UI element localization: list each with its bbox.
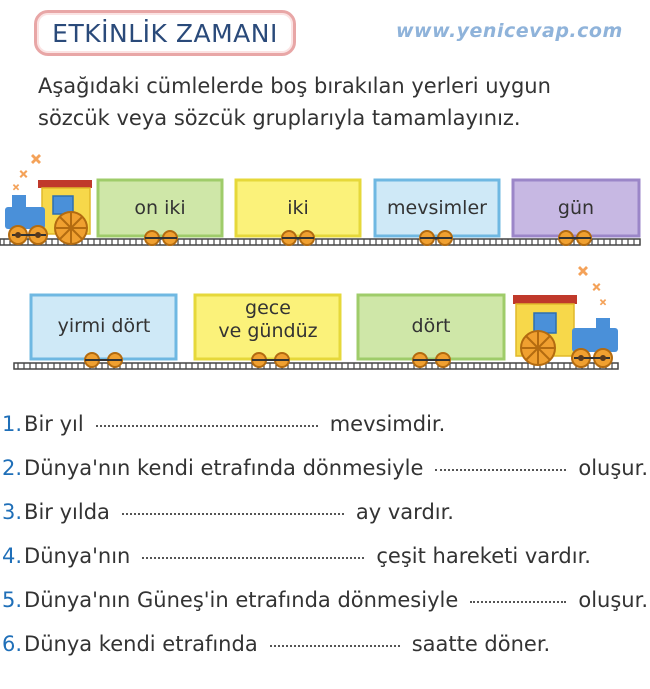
question-number: 5. — [2, 588, 23, 612]
wagon-label: on iki — [134, 197, 186, 219]
question-number: 1. — [2, 412, 23, 436]
question-number: 6. — [2, 632, 23, 656]
answer-blank[interactable] — [435, 468, 566, 471]
answer-blank[interactable] — [270, 644, 400, 647]
question-text-after: ay vardır. — [355, 500, 454, 524]
question-5 — [2, 588, 648, 632]
question-2 — [2, 456, 648, 500]
question-4 — [2, 544, 648, 588]
question-text-before: Dünya'nın Güneş'in etrafında dönmesiyle — [24, 588, 459, 612]
smoke-icon — [13, 154, 41, 190]
question-text-after: çeşit hareketi vardır. — [376, 544, 591, 568]
question-6 — [2, 632, 648, 676]
question-number: 4. — [2, 544, 23, 568]
question-number: 3. — [2, 500, 23, 524]
locomotive-bottom — [513, 266, 618, 367]
question-text-after: mevsimdir. — [329, 412, 446, 436]
answer-blank[interactable] — [122, 512, 344, 515]
answer-blank[interactable] — [470, 600, 566, 603]
wagon-label-line1: gece — [245, 297, 291, 319]
answer-blank[interactable] — [96, 424, 318, 427]
wagon-label: dört — [411, 315, 451, 337]
train-top — [0, 148, 650, 258]
wagon-label-line2: ve gündüz — [218, 320, 318, 342]
train-top-drawing — [0, 148, 650, 258]
website-watermark: www.yenicevap.com — [396, 20, 623, 42]
locomotive-top — [5, 154, 92, 244]
question-1 — [2, 412, 648, 456]
smoke-icon — [578, 266, 606, 305]
train-bottom — [0, 262, 650, 378]
track-bottom — [14, 363, 618, 369]
question-list — [2, 412, 648, 676]
answer-blank[interactable] — [142, 556, 364, 559]
activity-title: ETKİNLİK ZAMANI — [52, 18, 278, 48]
question-text-before: Dünya'nın — [24, 544, 131, 568]
question-text-before: Bir yıl — [24, 412, 84, 436]
train-bottom-drawing — [0, 262, 650, 378]
question-3 — [2, 500, 648, 544]
wagon-label: yirmi dört — [57, 315, 151, 337]
wagon-label: gün — [557, 197, 595, 219]
question-text-before: Bir yılda — [24, 500, 110, 524]
question-text-after: oluşur. — [578, 588, 648, 612]
track-top — [0, 239, 640, 245]
wagon-label: mevsimler — [387, 197, 487, 219]
wagon-label: iki — [287, 197, 309, 219]
question-number: 2. — [2, 456, 23, 480]
question-text-after: saatte döner. — [411, 632, 551, 656]
question-text-before: Dünya kendi etrafında — [24, 632, 258, 656]
instruction-text: Aşağıdaki cümlelerde boş bırakılan yerleri uygun sözcük veya sözcük gruplarıyla tamamlayınız. — [38, 74, 551, 130]
question-text-after: oluşur. — [578, 456, 648, 480]
activity-title-box — [34, 10, 296, 56]
question-text-before: Dünya'nın kendi etrafında dönmesiyle — [24, 456, 424, 480]
